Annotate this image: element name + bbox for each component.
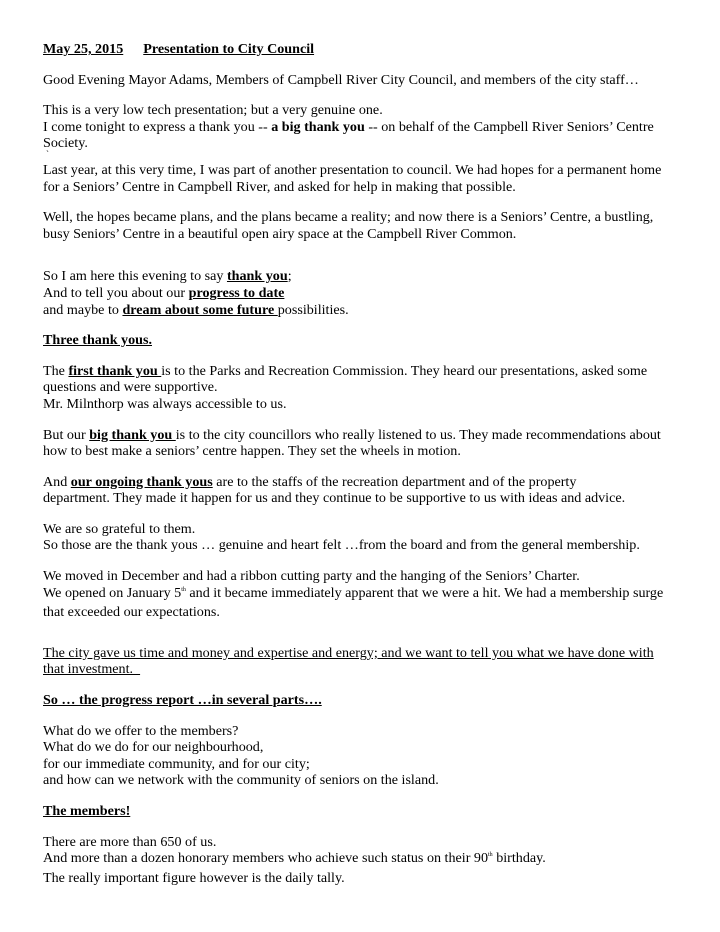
question-line: for our immediate community, and for our city; bbox=[43, 755, 310, 772]
thank-you-keyword: thank you bbox=[226, 268, 288, 285]
members-heading: The members! bbox=[43, 803, 131, 819]
hopes-paragraph: Well, the hopes became plans, and the plans became a reality; and now there is a Seniors’ Centre, a bustling, busy Seniors’ Centre in a beautiful open airy space at the Campbell River Common. bbox=[43, 209, 654, 242]
big-thank-you-keyword: big thank you bbox=[89, 426, 176, 443]
last-year-paragraph: Last year, at this very time, I was part of another presentation to council. We had hopes for a permanent home for a Seniors’ Centre in Campbell River, and asked for help in making that possible. bbox=[43, 161, 662, 195]
greeting-paragraph: Good Evening Mayor Adams, Members of Campbell River City Council, and members of the city staff… bbox=[43, 71, 639, 88]
stray-mark: ` bbox=[46, 148, 49, 159]
questions-paragraph bbox=[43, 723, 680, 789]
question-line: and how can we network with the community of seniors on the island. bbox=[43, 772, 439, 789]
question-line: What do we do for our neighbourhood, bbox=[43, 739, 264, 756]
big-thank-you-emphasis: a big thank you bbox=[271, 118, 365, 135]
big-thank-you-paragraph: But our big thank you is to the city councillors who really listened to us. They made recommendations about how to best make a seniors’ centre happen. They set the wheels in motion. bbox=[43, 426, 661, 460]
document-header bbox=[43, 41, 680, 58]
first-thank-you-keyword: first thank you bbox=[68, 362, 162, 379]
progress-to-date-keyword: progress to date bbox=[188, 284, 285, 301]
question-line: What do we offer to the members? bbox=[43, 722, 239, 739]
grateful-paragraph: We are so grateful to them. So those are the thank yous … genuine and heart felt …from the board and from the general membership. bbox=[43, 520, 640, 554]
city-gave-paragraph: The city gave us time and money and expertise and energy; and we want to tell you what we have done with that investment. bbox=[43, 644, 654, 678]
header-title: Presentation to City Council bbox=[143, 41, 315, 57]
first-thank-you-paragraph: The first thank you is to the Parks and Recreation Commission. They heard our presentations, asked some questions and were supportive. Mr. Milnthorp was always accessible to us. bbox=[43, 362, 648, 412]
moved-paragraph: We moved in December and had a ribbon cutting party and the hanging of the Seniors’ Charter. We opened on January 5th and it became immediately apparent that we were a hit. We had a membership surge that exceeded our expectations. bbox=[43, 568, 664, 621]
members-paragraph: There are more than 650 of us. And more than a dozen honorary members who achieve such status on their 90th birthday. The really important figure however is the daily tally. bbox=[43, 833, 546, 886]
intro-paragraph: This is a very low tech presentation; but a very genuine one. I come tonight to express a thank you -- a big thank you -- on behalf of the Campbell River Seniors’ Centre Society. ` bbox=[43, 102, 680, 156]
dream-keyword: dream about some future bbox=[122, 301, 278, 318]
here-to-say-paragraph: So I am here this evening to say thank you; And to tell you about our progress to date and maybe to dream about some future possibilities. bbox=[43, 268, 349, 318]
ongoing-thank-yous-paragraph: And our ongoing thank yous are to the staffs of the recreation department and of the property department. They made it happen for us and they continue to be supportive to us with ideas and advice. bbox=[43, 473, 626, 507]
header-date: May 25, 2015 bbox=[43, 41, 124, 57]
ongoing-thank-yous-keyword: our ongoing thank yous bbox=[70, 473, 213, 490]
three-thank-yous-heading: Three thank yous. bbox=[43, 332, 152, 349]
progress-report-heading: So … the progress report …in several parts…. bbox=[43, 692, 322, 709]
